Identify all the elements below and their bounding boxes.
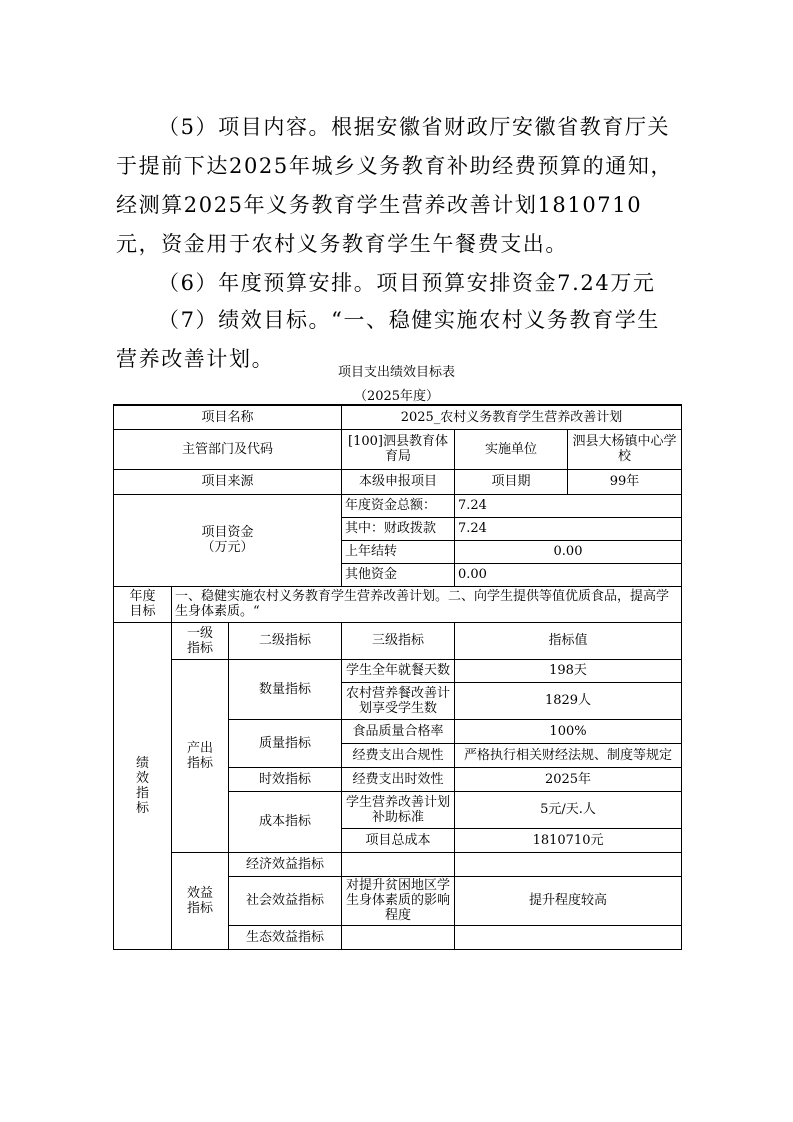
eco-value [455,925,682,949]
q2-name: 农村营养餐改善计划享受学生数 [342,682,455,719]
goal-label: 年度目标 [114,586,172,622]
output-label: 产出指标 [172,659,229,852]
period-value: 99年 [568,469,682,494]
fund-other-value: 0.00 [455,563,682,586]
econ-value [455,852,682,876]
econ-name [342,852,455,876]
q2-value: 1829人 [455,682,682,719]
t1-name: 经费支出时效性 [342,767,455,791]
fund-total-value: 7.24 [455,494,682,517]
ql1-value: 100% [455,719,682,743]
t1-value: 2025年 [455,767,682,791]
quantity-label: 数量指标 [229,659,342,719]
cost-label: 成本指标 [229,791,342,852]
c2-name: 项目总成本 [342,828,455,852]
s1-name: 对提升贫困地区学生身体素质的影响程度 [342,876,455,925]
quality-label: 质量指标 [229,719,342,767]
eco-label: 生态效益指标 [229,925,342,949]
c2-value: 1810710元 [455,828,682,852]
fund-fiscal-value: 7.24 [455,517,682,540]
project-name-value: 2025_农村义务教育学生营养改善计划 [342,405,682,429]
header-level2: 二级指标 [229,622,342,659]
unit-label: 实施单位 [455,429,568,469]
header-value: 指标值 [455,622,682,659]
social-label: 社会效益指标 [229,876,342,925]
fund-other-label: 其他资金 [342,563,455,586]
ql2-name: 经费支出合规性 [342,743,455,767]
period-label: 项目期 [455,469,568,494]
fund-total-label: 年度资金总额： [342,494,455,517]
time-label: 时效指标 [229,767,342,791]
benefit-label: 效益指标 [172,852,229,949]
fund-carry-value: 0.00 [455,540,682,563]
dept-value: [100]泗县教育体育局 [342,429,455,469]
paragraph-project-content: （5）项目内容。根据安徽省财政厅安徽省教育厅关于提前下达2025年城乡义务教育补助经费预算的通知，经测算2025年义务教育学生营养改善计划1810710元，资金用于农村义务教育学生午餐费支出。 [116,115,674,256]
project-name-label: 项目名称 [114,405,342,429]
paragraph-performance-goal: （7）绩效目标。“一、稳健实施农村义务教育学生营养改善计划。 [116,308,660,371]
fund-label: 项目资金（万元） [114,494,342,586]
perf-label: 绩效指标 [114,622,172,949]
source-label: 项目来源 [114,469,342,494]
paragraph-annual-budget: （6）年度预算安排。项目预算安排资金7.24万元 [158,271,656,295]
unit-value: 泗县大杨镇中心学校 [568,429,682,469]
fund-fiscal-label: 其中：财政拨款 [342,517,455,540]
s1-value: 提升程度较高 [455,876,682,925]
econ-label: 经济效益指标 [229,852,342,876]
performance-table [113,404,682,950]
q1-value: 198天 [455,659,682,682]
header-level3: 三级指标 [342,622,455,659]
source-value: 本级申报项目 [342,469,455,494]
c1-name: 学生营养改善计划补助标准 [342,791,455,828]
c1-value: 5元/天.人 [455,791,682,828]
header-level1: 一级指标 [172,622,229,659]
ql2-value: 严格执行相关财经法规、制度等规定 [455,743,682,767]
q1-name: 学生全年就餐天数 [342,659,455,682]
table-caption: 项目支出绩效目标表 [337,365,455,380]
fund-carry-label: 上年结转 [342,540,455,563]
dept-label: 主管部门及代码 [114,429,342,469]
goal-value: 一、稳健实施农村义务教育学生营养改善计划。二、向学生提供等值优质食品，提高学生身体素质。“ [172,586,682,622]
table-year: （2025年度） [353,389,440,404]
ql1-name: 食品质量合格率 [342,719,455,743]
eco-name [342,925,455,949]
